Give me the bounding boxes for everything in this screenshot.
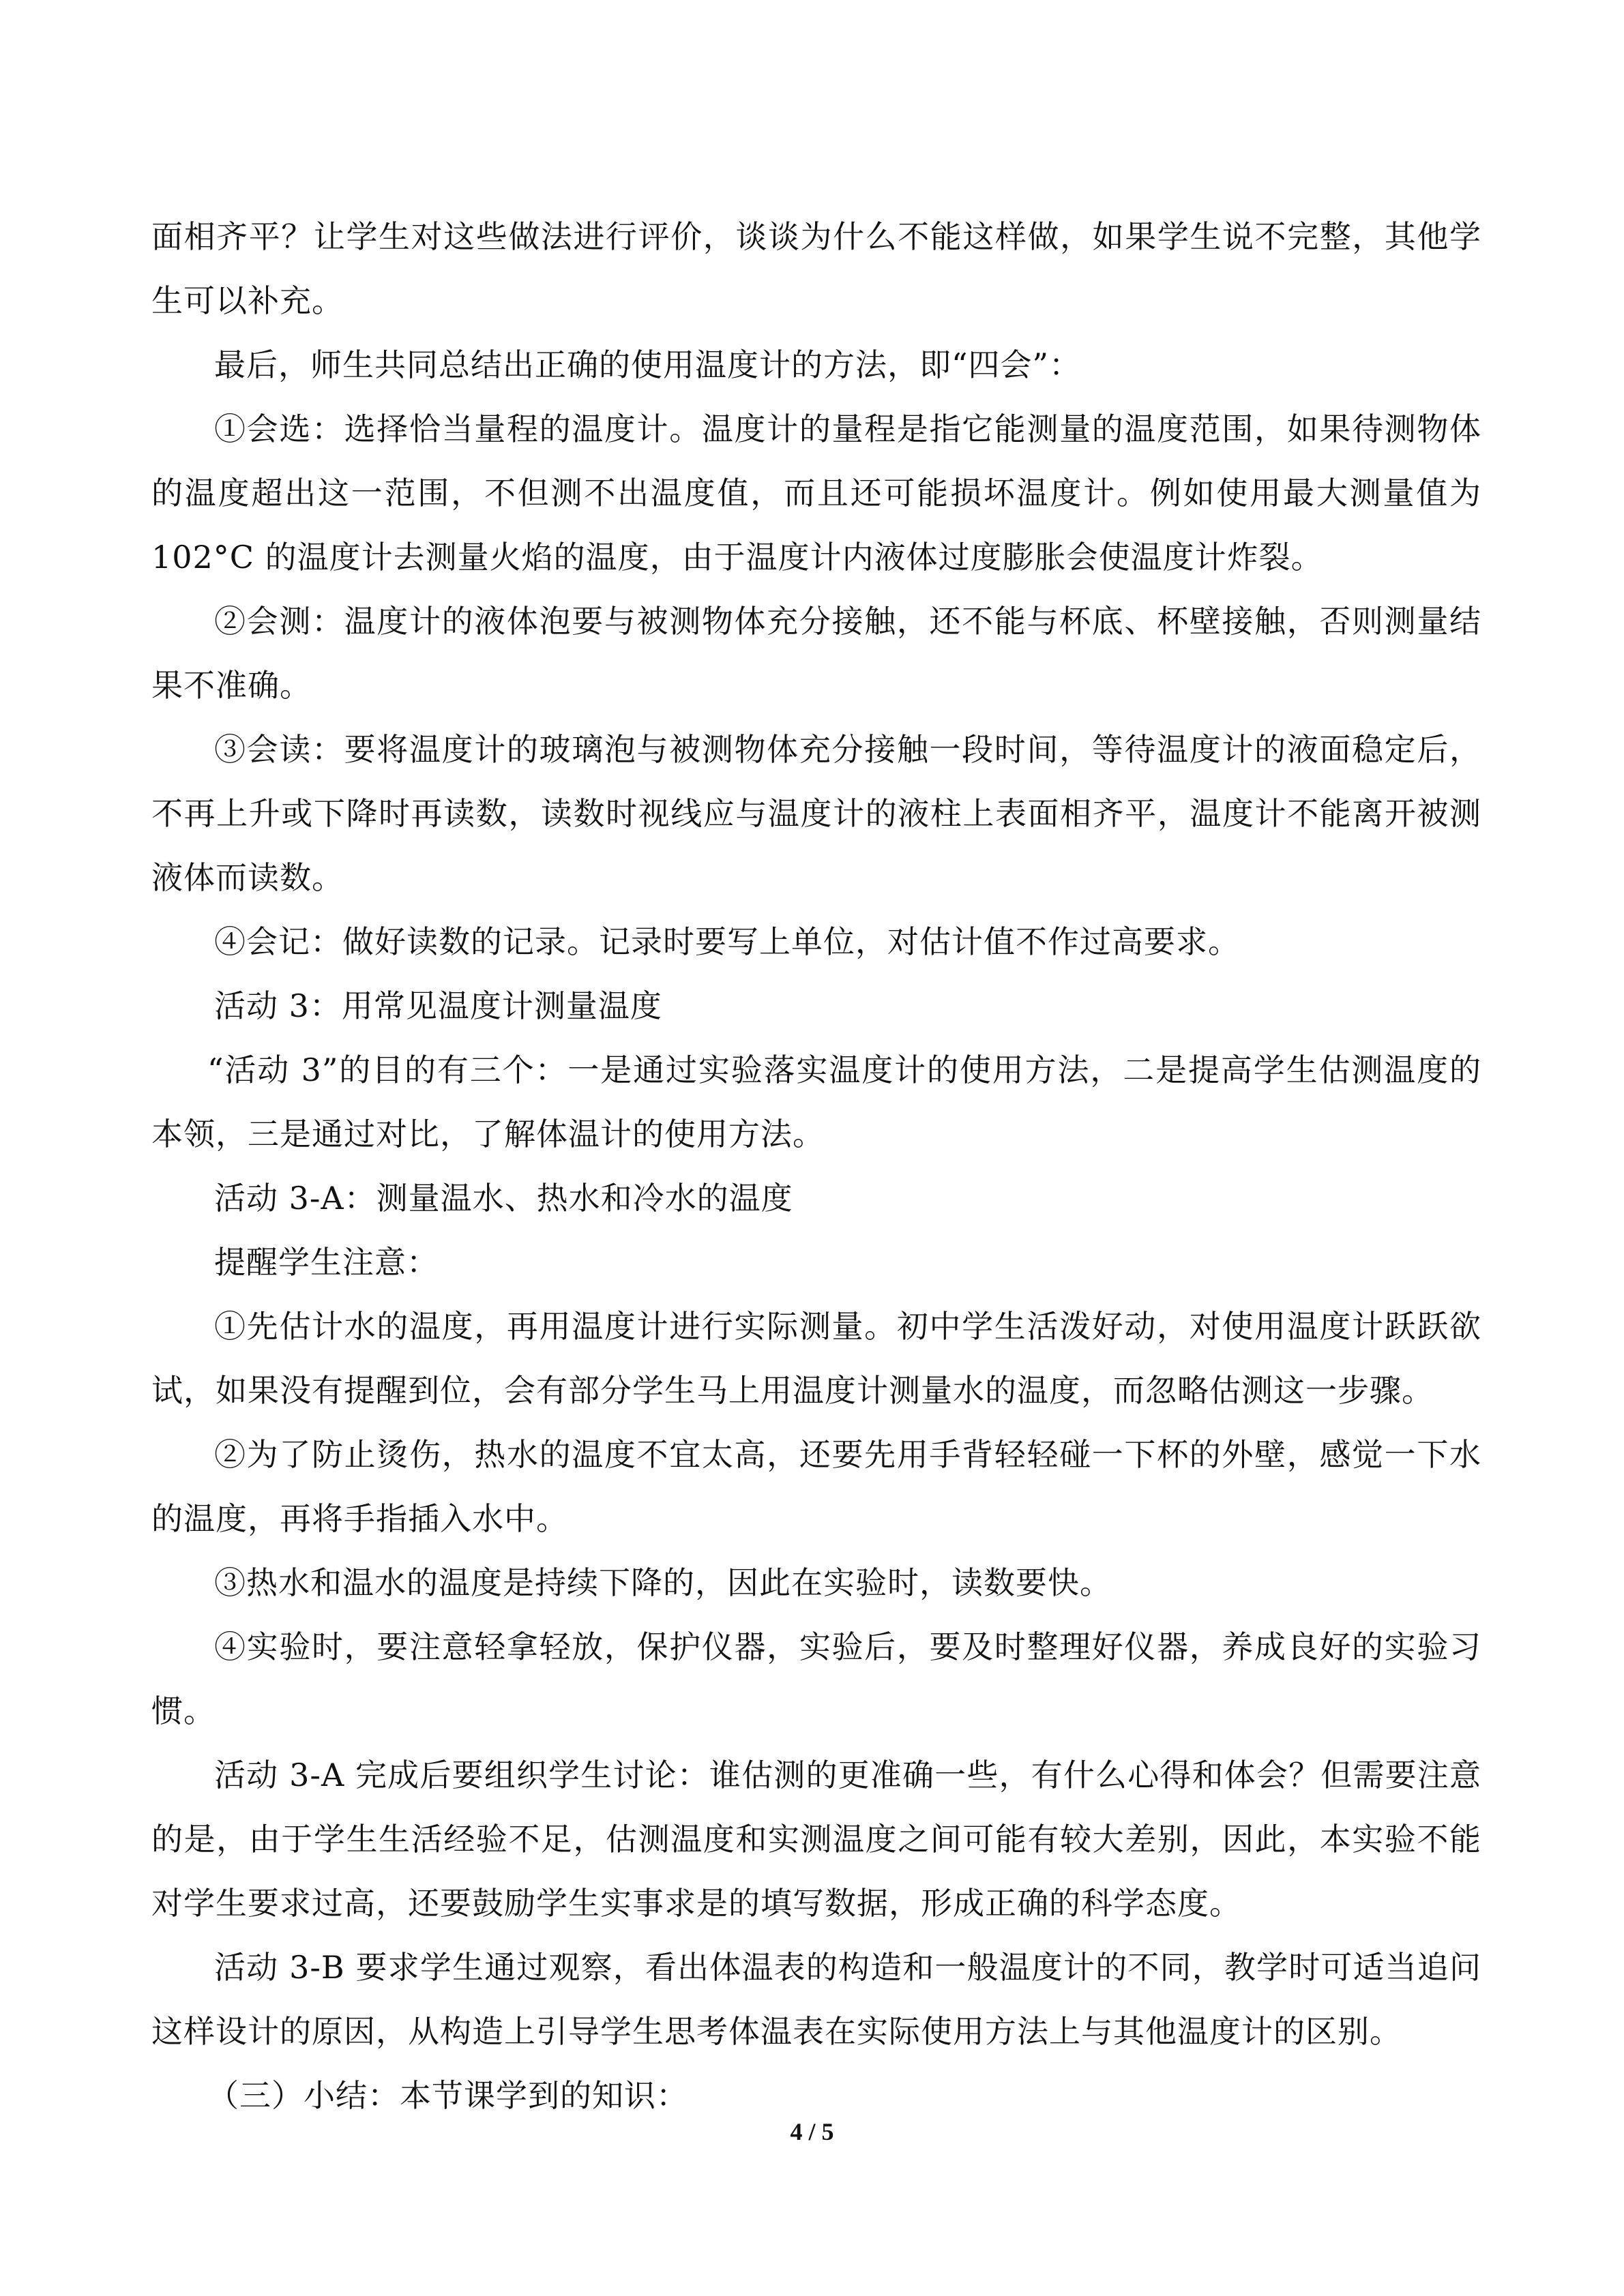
paragraph-read: ③会读：要将温度计的玻璃泡与被测物体充分接触一段时间，等待温度计的液面稳定后，不再上升或下降时再读数，读数时视线应与温度计的液柱上表面相齐平，温度计不能离开被测液体而读数。 [151,731,1481,896]
paragraph-measure: ②会测：温度计的液体泡要与被测物体充分接触，还不能与杯底、杯壁接触，否则测量结果不准确。 [151,603,1481,704]
paragraph-activity-3b: 活动 3-B 要求学生通过观察，看出体温表的构造和一般温度计的不同，教学时可适当追问这样设计的原因，从构造上引导学生思考体温表在实际使用方法上与其他温度计的区别。 [151,1949,1481,2050]
paragraph-remind: 提醒学生注意： [214,1244,439,1281]
page-number: 4 / 5 [790,2118,834,2145]
paragraph-remind-1: ①先估计水的温度，再用温度计进行实际测量。初中学生活泼好动，对使用温度计跃跃欲试，如果没有提醒到位，会有部分学生马上用温度计测量水的温度，而忽略估测这一步骤。 [151,1308,1481,1409]
paragraph-record: ④会记：做好读数的记录。记录时要写上单位，对估计值不作过高要求。 [214,923,1240,960]
paragraph-activity-3a-discussion: 活动 3-A 完成后要组织学生讨论：谁估测的更准确一些，有什么心得和体会？但需要注意的是，由于学生生活经验不足，估测温度和实测温度之间可能有较大差别，因此，本实验不能对学生要求过高，还要鼓励学生实事求是的填写数据，形成正确的科学态度。 [151,1757,1481,1922]
paragraph-choose: ①会选：选择恰当量程的温度计。温度计的量程是指它能测量的温度范围，如果待测物体的温度超出这一范围，不但测不出温度值，而且还可能损坏温度计。例如使用最大测量值为 102°C 的温度计去测量火焰的温度，由于温度计内液体过度膨胀会使温度计炸裂。 [151,411,1481,576]
paragraph-activity-3a-title: 活动 3-A：测量温水、热水和冷水的温度 [214,1180,793,1217]
document-body [151,205,1481,2128]
paragraph-activity-3-purpose: “活动 3”的目的有三个：一是通过实验落实温度计的使用方法，二是提高学生估测温度的本领，三是通过对比，了解体温计的使用方法。 [151,1052,1481,1152]
paragraph-activity-3-title: 活动 3：用常见温度计测量温度 [214,987,662,1024]
paragraph-remind-2: ②为了防止烫伤，热水的温度不宜太高，还要先用手背轻轻碰一下杯的外壁，感觉一下水的温度，再将手指插入水中。 [151,1436,1481,1537]
paragraph-conclusion-heading: （三）小结：本节课学到的知识： [207,2077,688,2114]
paragraph-summary-intro: 最后，师生共同总结出正确的使用温度计的方法，即“四会”： [214,346,1082,383]
paragraph-remind-3: ③热水和温水的温度是持续下降的，因此在实验时，读数要快。 [214,1564,1112,1601]
paragraph-remind-4: ④实验时，要注意轻拿轻放，保护仪器，实验后，要及时整理好仪器，养成良好的实验习惯。 [151,1628,1481,1729]
paragraph-continuation: 面相齐平？让学生对这些做法进行评价，谈谈为什么不能这样做，如果学生说不完整，其他学生可以补充。 [151,218,1481,319]
